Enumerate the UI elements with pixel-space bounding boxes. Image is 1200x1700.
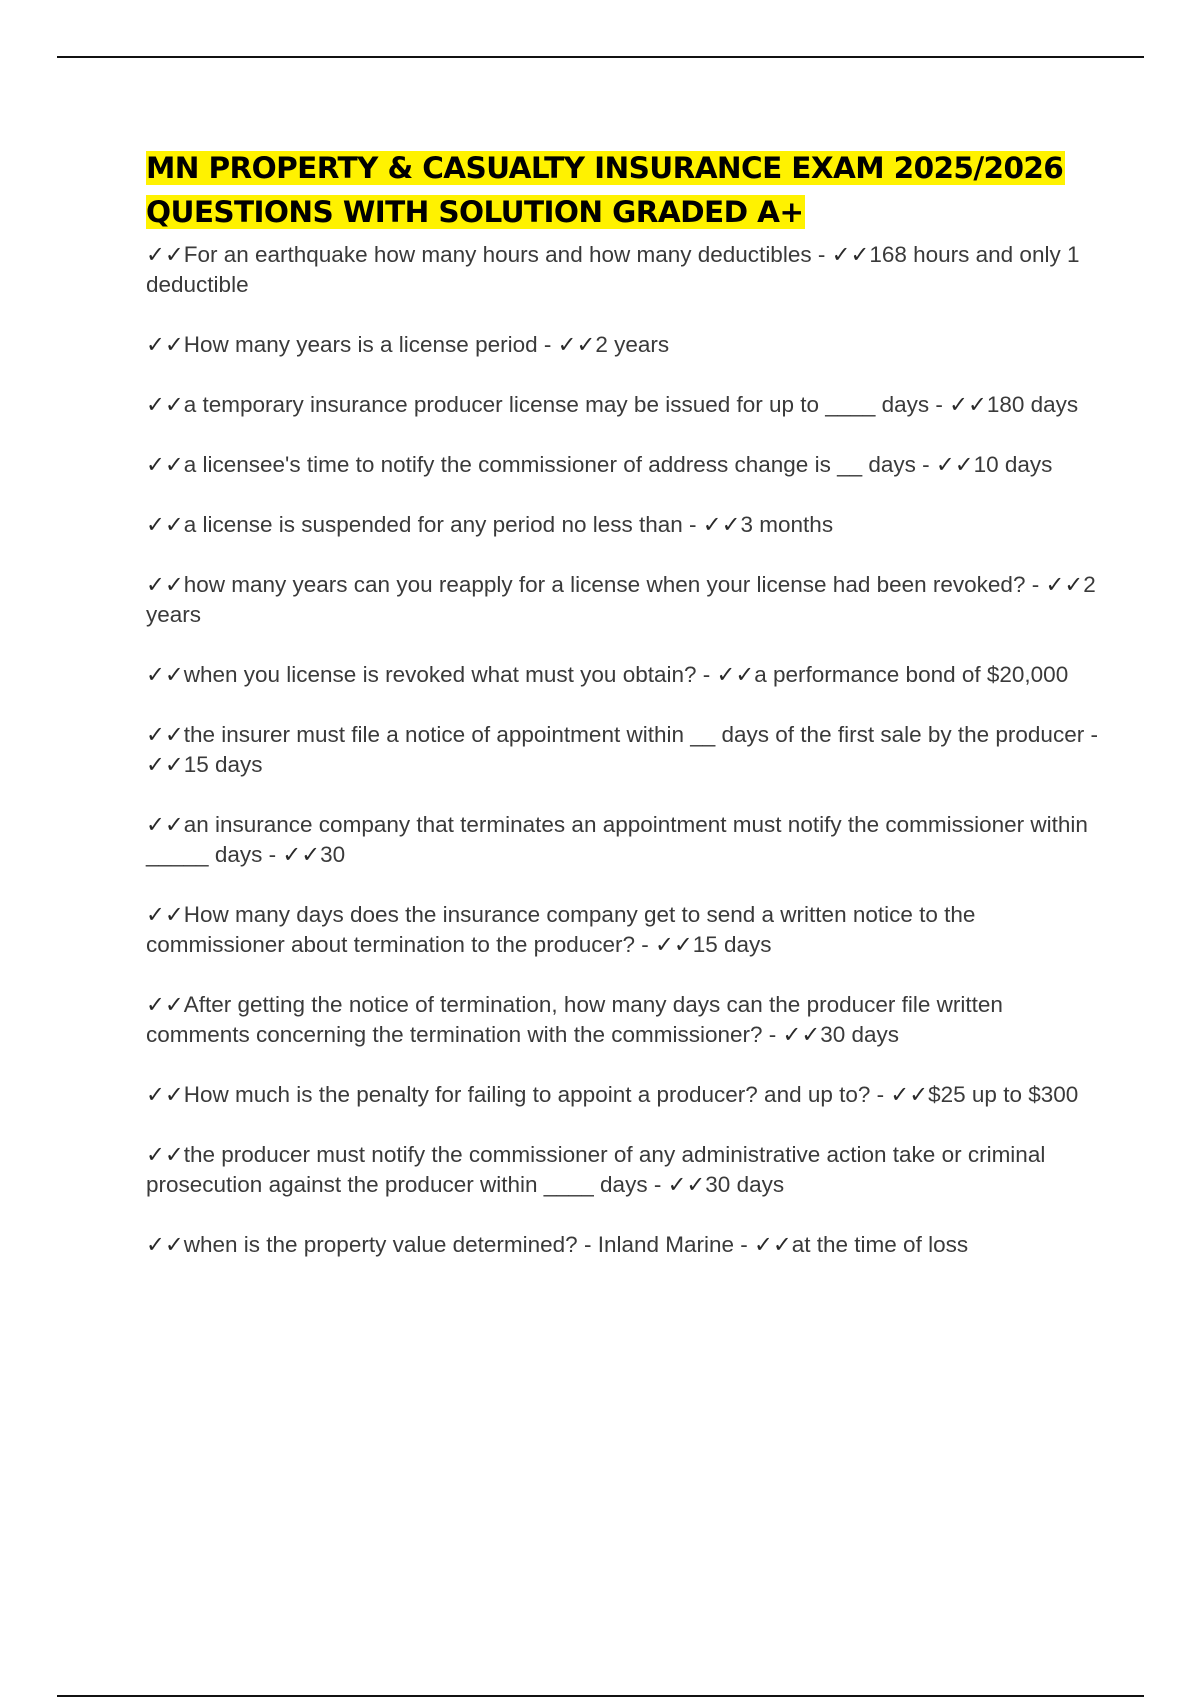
question-check-icon: ✓✓ xyxy=(146,392,184,418)
qa-item xyxy=(146,390,1098,420)
answer-check-icon: ✓✓ xyxy=(1045,572,1084,598)
question-check-icon: ✓✓ xyxy=(146,722,184,748)
question-text: After getting the notice of termination, how many days can the producer file written comments concerning the termination with the commissioner? xyxy=(146,992,1003,1047)
qa-item xyxy=(146,240,1098,300)
qa-item xyxy=(146,450,1098,480)
answer-text: 15 days xyxy=(183,752,263,777)
question-check-icon: ✓✓ xyxy=(146,242,184,268)
qa-separator: - xyxy=(1025,572,1046,597)
answer-check-icon: ✓✓ xyxy=(716,662,755,688)
qa-separator: - xyxy=(696,662,717,687)
question-text: a licensee's time to notify the commissioner of address change is __ days xyxy=(183,452,916,477)
question-check-icon: ✓✓ xyxy=(146,452,184,478)
qa-item xyxy=(146,330,1098,360)
question-text: a license is suspended for any period no less than xyxy=(183,512,683,537)
document-title xyxy=(146,146,1098,234)
qa-item xyxy=(146,810,1098,870)
answer-check-icon: ✓✓ xyxy=(782,1022,821,1048)
qa-item xyxy=(146,1140,1098,1200)
answer-text: 2 years xyxy=(595,332,670,357)
answer-text: 30 xyxy=(320,842,346,867)
question-check-icon: ✓✓ xyxy=(146,662,184,688)
qa-separator: - xyxy=(915,452,936,477)
answer-text: at the time of loss xyxy=(791,1232,969,1257)
answer-text: 30 days xyxy=(705,1172,785,1197)
question-text: an insurance company that terminates an appointment must notify the commissioner within _____ days xyxy=(146,812,1088,867)
question-text: How much is the penalty for failing to appoint a producer? and up to? xyxy=(183,1082,871,1107)
question-text: how many years can you reapply for a license when your license had been revoked? xyxy=(183,572,1026,597)
qa-separator: - xyxy=(537,332,558,357)
answer-check-icon: ✓✓ xyxy=(935,452,974,478)
question-text: when is the property value determined? - Inland Marine xyxy=(183,1232,735,1257)
qa-separator: - xyxy=(929,392,950,417)
qa-separator: - xyxy=(811,242,832,267)
answer-check-icon: ✓✓ xyxy=(282,842,321,868)
qa-item xyxy=(146,570,1098,630)
qa-list xyxy=(146,240,1098,1260)
question-check-icon: ✓✓ xyxy=(146,1142,184,1168)
answer-text: 3 months xyxy=(740,512,834,537)
question-text: How many days does the insurance company get to send a written notice to the commissioner about termination to the producer? xyxy=(146,902,976,957)
question-check-icon: ✓✓ xyxy=(146,992,184,1018)
answer-text: 15 days xyxy=(692,932,772,957)
qa-separator: - xyxy=(870,1082,891,1107)
qa-item xyxy=(146,1230,1098,1260)
qa-separator: - xyxy=(734,1232,755,1257)
question-check-icon: ✓✓ xyxy=(146,1082,184,1108)
top-rule xyxy=(57,56,1144,58)
question-check-icon: ✓✓ xyxy=(146,512,184,538)
qa-separator: - xyxy=(682,512,703,537)
answer-text: 2 years xyxy=(146,572,1096,627)
answer-text: $25 up to $300 xyxy=(928,1082,1079,1107)
answer-check-icon: ✓✓ xyxy=(667,1172,706,1198)
answer-text: 168 hours and only 1 deductible xyxy=(146,242,1080,297)
question-text: For an earthquake how many hours and how many deductibles xyxy=(183,242,812,267)
qa-separator: - xyxy=(762,1022,783,1047)
question-check-icon: ✓✓ xyxy=(146,572,184,598)
document-body xyxy=(146,146,1098,1290)
question-check-icon: ✓✓ xyxy=(146,812,184,838)
qa-item xyxy=(146,660,1098,690)
qa-item xyxy=(146,510,1098,540)
qa-item xyxy=(146,900,1098,960)
question-text: How many years is a license period xyxy=(183,332,538,357)
qa-separator: - xyxy=(1084,722,1098,747)
answer-text: a performance bond of $20,000 xyxy=(754,662,1069,687)
answer-check-icon: ✓✓ xyxy=(949,392,987,418)
question-text: a temporary insurance producer license may be issued for up to ____ days xyxy=(183,392,930,417)
answer-check-icon: ✓✓ xyxy=(655,932,693,958)
answer-check-icon: ✓✓ xyxy=(831,242,870,268)
answer-text: 180 days xyxy=(986,392,1079,417)
qa-separator: - xyxy=(262,842,283,867)
answer-check-icon: ✓✓ xyxy=(754,1232,792,1258)
qa-item xyxy=(146,1080,1098,1110)
answer-check-icon: ✓✓ xyxy=(146,752,184,778)
answer-check-icon: ✓✓ xyxy=(557,332,596,358)
answer-text: 30 days xyxy=(820,1022,900,1047)
question-check-icon: ✓✓ xyxy=(146,332,184,358)
question-text: the producer must notify the commissioner of any administrative action take or criminal prosecution against the producer within ____ days xyxy=(146,1142,1046,1197)
answer-check-icon: ✓✓ xyxy=(702,512,741,538)
question-text: when you license is revoked what must you obtain? xyxy=(183,662,697,687)
question-text: the insurer must file a notice of appointment within __ days of the first sale by the producer xyxy=(183,722,1085,747)
question-check-icon: ✓✓ xyxy=(146,1232,184,1258)
question-check-icon: ✓✓ xyxy=(146,902,184,928)
qa-item xyxy=(146,720,1098,780)
qa-item xyxy=(146,990,1098,1050)
qa-separator: - xyxy=(635,932,656,957)
title-highlight: MN PROPERTY & CASUALTY INSURANCE EXAM 2025/2026 QUESTIONS WITH SOLUTION GRADED A+ xyxy=(146,151,1064,229)
qa-separator: - xyxy=(647,1172,668,1197)
answer-text: 10 days xyxy=(973,452,1053,477)
bottom-rule xyxy=(57,1695,1144,1697)
answer-check-icon: ✓✓ xyxy=(890,1082,929,1108)
